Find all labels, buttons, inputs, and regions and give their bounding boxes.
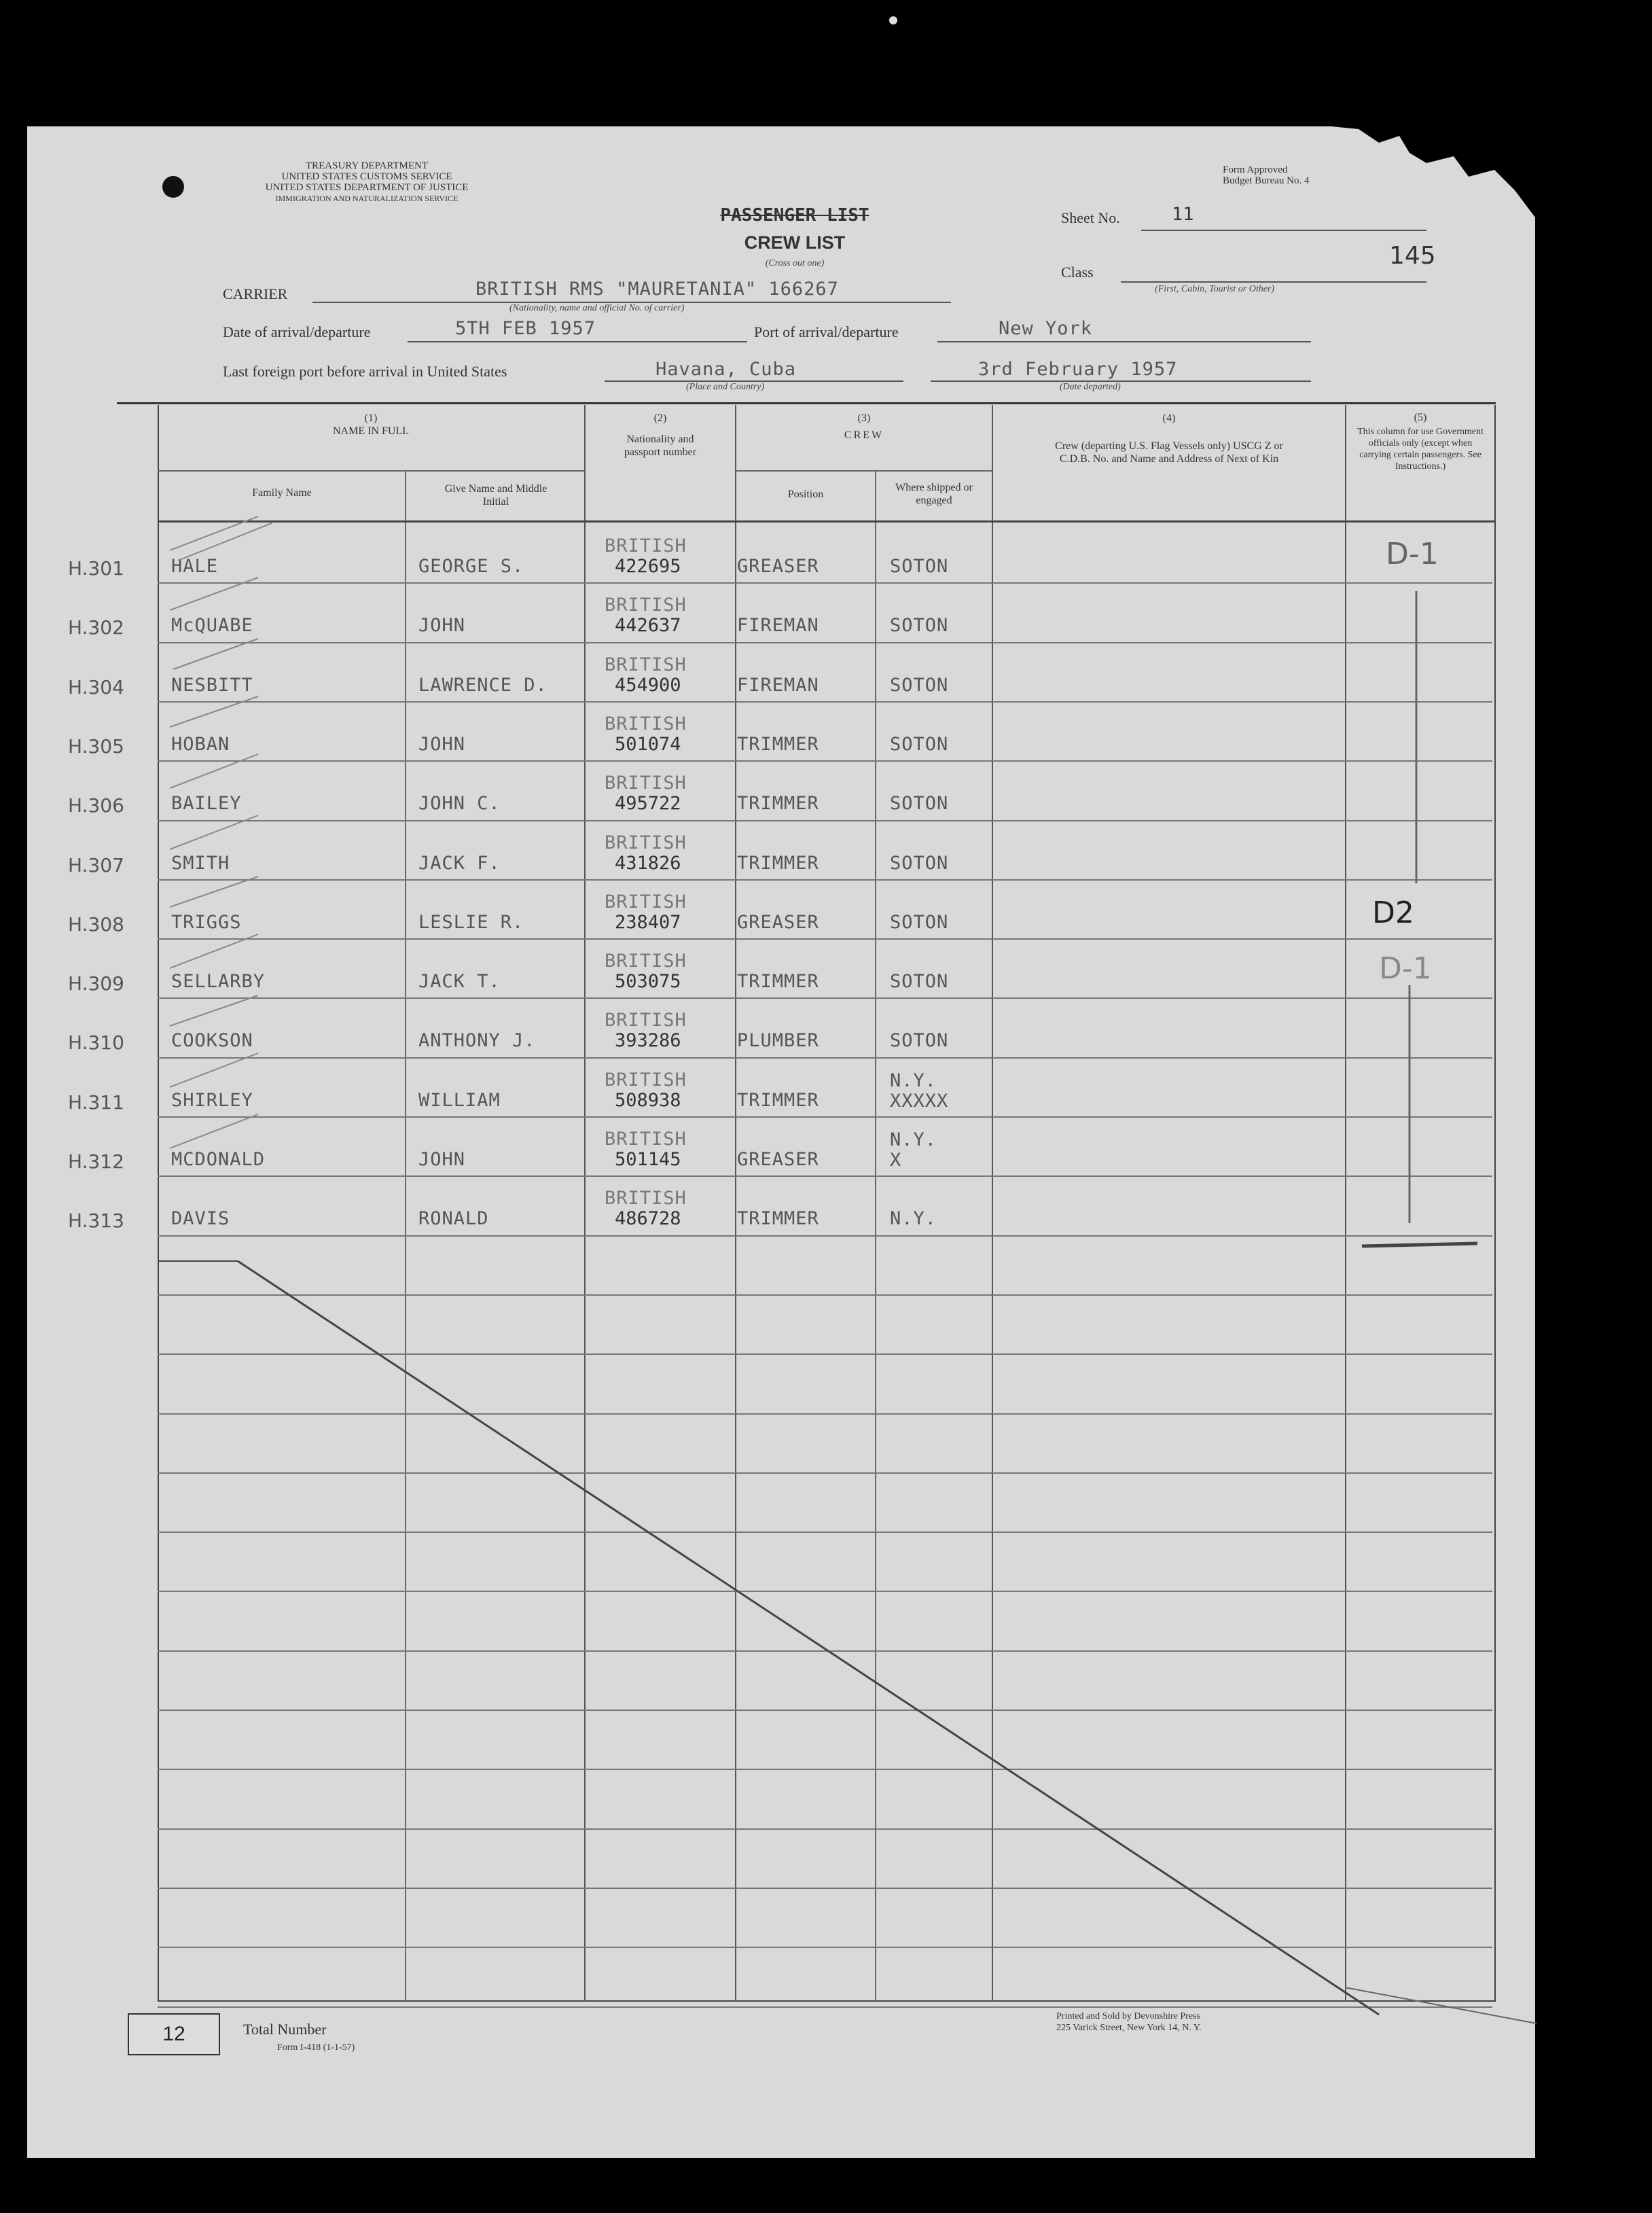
row-number: H.306	[68, 794, 124, 817]
stamp-number: 145	[1389, 242, 1436, 270]
total-count-box	[128, 2013, 220, 2055]
passenger-list-title: PASSENGER LIST	[720, 205, 869, 226]
agency-treasury: TREASURY DEPARTMENT	[305, 160, 429, 171]
cross-out-hint: (Cross out one)	[765, 258, 825, 268]
sheet-label: Sheet No.	[1061, 209, 1120, 226]
family-name-cell: COOKSON	[171, 1030, 253, 1051]
position-cell: GREASER	[737, 1149, 819, 1170]
date-departed-value: 3rd February 1957	[978, 359, 1178, 380]
col4-title: Crew (departing U.S. Flag Vessels only) USCG Z or C.D.B. No. and Name and Address of Next of Kin	[1055, 440, 1283, 465]
given-name-cell: JACK T.	[418, 971, 501, 992]
passport-cell: 503075	[615, 971, 681, 992]
shipped-header: Where shipped or engaged	[895, 482, 973, 506]
total-number-label: Total Number	[243, 2021, 327, 2038]
row-number: H.310	[68, 1031, 124, 1054]
shipped-cell: SOTON	[890, 734, 949, 755]
nationality-cell: BRITISH	[605, 1069, 687, 1091]
row-number: H.301	[68, 557, 124, 580]
nationality-cell: BRITISH	[605, 1129, 687, 1150]
col1-number: (1)	[364, 412, 378, 424]
class-hint: (First, Cabin, Tourist or Other)	[1155, 284, 1275, 294]
passport-cell: 442637	[615, 615, 681, 636]
position-cell: TRIMMER	[737, 1090, 819, 1111]
family-name-cell: HOBAN	[171, 734, 230, 755]
shipped-cell: SOTON	[890, 971, 949, 992]
family-name-cell: HALE	[171, 556, 219, 577]
total-count: 12	[162, 2023, 185, 2045]
position-cell: TRIMMER	[737, 853, 819, 874]
shipped-cell: SOTON	[890, 556, 949, 577]
position-cell: TRIMMER	[737, 971, 819, 992]
position-cell: TRIMMER	[737, 793, 819, 814]
shipped-cell: N.Y.	[890, 1208, 937, 1229]
nationality-cell: BRITISH	[605, 832, 687, 853]
family-name-cell: TRIGGS	[171, 912, 242, 933]
family-name-cell: SHIRLEY	[171, 1090, 253, 1111]
family-name-cell: McQUABE	[171, 615, 253, 636]
given-name-cell: LESLIE R.	[418, 912, 524, 933]
row-number: H.302	[68, 616, 124, 639]
class-label: Class	[1061, 264, 1094, 281]
position-cell: GREASER	[737, 912, 819, 933]
family-name-header: Family Name	[252, 487, 312, 499]
last-port-value: Havana, Cuba	[656, 359, 797, 380]
date-value: 5TH FEB 1957	[455, 318, 596, 339]
agency-ins: IMMIGRATION AND NATURALIZATION SERVICE	[275, 194, 459, 203]
col5-title: This column for use Government officials only (except when carrying certain passengers. See Instructions.)	[1357, 427, 1484, 472]
port-value: New York	[999, 318, 1093, 339]
position-cell: GREASER	[737, 556, 819, 577]
col1-title: NAME IN FULL	[333, 425, 409, 437]
printer-line-1: Printed and Sold by Devonshire Press	[1056, 2011, 1200, 2021]
row-number: H.313	[68, 1209, 124, 1232]
given-name-cell: LAWRENCE D.	[418, 675, 547, 696]
given-name-cell: JOHN	[418, 734, 466, 755]
given-name-cell: JOHN C.	[418, 793, 501, 814]
position-cell: FIREMAN	[737, 615, 819, 636]
given-name-cell: RONALD	[418, 1208, 489, 1229]
col3-number: (3)	[857, 412, 871, 424]
given-name-cell: JACK F.	[418, 853, 501, 874]
shipped-cell: N.Y. XXXXX	[890, 1070, 949, 1112]
given-name-cell: JOHN	[418, 615, 466, 636]
form-approved-text: Form Approved	[1223, 164, 1288, 175]
passport-cell: 501074	[615, 734, 681, 755]
family-name-cell: NESBITT	[171, 675, 253, 696]
shipped-cell: SOTON	[890, 853, 949, 874]
row-number: H.304	[68, 676, 124, 698]
nationality-cell: BRITISH	[605, 773, 687, 794]
nationality-cell: BRITISH	[605, 1188, 687, 1209]
row-number: H.307	[68, 854, 124, 877]
nationality-cell: BRITISH	[605, 951, 687, 972]
passport-cell: 501145	[615, 1149, 681, 1170]
agency-justice: UNITED STATES DEPARTMENT OF JUSTICE	[265, 182, 469, 193]
nationality-cell: BRITISH	[605, 1010, 687, 1031]
position-cell: FIREMAN	[737, 675, 819, 696]
col2-title: Nationality and passport number	[624, 433, 697, 458]
passport-cell: 238407	[615, 912, 681, 933]
row-number: H.305	[68, 735, 124, 758]
port-label: Port of arrival/departure	[754, 323, 899, 340]
annotation-d1: D-1	[1386, 537, 1439, 571]
family-name-cell: BAILEY	[171, 793, 242, 814]
col3-title: CREW	[844, 429, 884, 441]
passport-cell: 393286	[615, 1030, 681, 1051]
row-number: H.308	[68, 913, 124, 936]
passport-cell: 422695	[615, 556, 681, 577]
given-name-header: Give Name and Middle Initial	[444, 483, 547, 508]
carrier-label: CARRIER	[223, 285, 288, 302]
last-port-label: Last foreign port before arrival in United States	[223, 363, 507, 380]
family-name-cell: MCDONALD	[171, 1149, 266, 1170]
passport-cell: 508938	[615, 1090, 681, 1111]
nationality-cell: BRITISH	[605, 535, 687, 556]
passport-cell: 486728	[615, 1208, 681, 1229]
printer-line-2: 225 Varick Street, New York 14, N. Y.	[1056, 2023, 1202, 2033]
nationality-cell: BRITISH	[605, 654, 687, 675]
form-number: Form I-418 (1-1-57)	[277, 2042, 355, 2053]
sheet-number: 11	[1172, 204, 1194, 225]
annotation-d2: D2	[1372, 896, 1414, 930]
given-name-cell: GEORGE S.	[418, 556, 524, 577]
carrier-value: BRITISH RMS "MAURETANIA" 166267	[475, 279, 839, 300]
col5-number: (5)	[1414, 412, 1427, 423]
nationality-cell: BRITISH	[605, 891, 687, 913]
shipped-cell: SOTON	[890, 1030, 949, 1051]
position-header: Position	[787, 489, 824, 500]
row-number: H.311	[68, 1091, 124, 1114]
passport-cell: 454900	[615, 675, 681, 696]
family-name-cell: DAVIS	[171, 1208, 230, 1229]
nationality-cell: BRITISH	[605, 713, 687, 734]
given-name-cell: ANTHONY J.	[418, 1030, 536, 1051]
row-number: H.309	[68, 972, 124, 995]
passport-cell: 495722	[615, 793, 681, 814]
passport-cell: 431826	[615, 853, 681, 874]
agency-customs: UNITED STATES CUSTOMS SERVICE	[281, 171, 452, 182]
date-label: Date of arrival/departure	[223, 323, 371, 340]
given-name-cell: JOHN	[418, 1149, 466, 1170]
shipped-cell: SOTON	[890, 615, 949, 636]
col2-number: (2)	[653, 412, 667, 424]
shipped-cell: SOTON	[890, 675, 949, 696]
annotation-d1-second: D-1	[1379, 951, 1432, 986]
position-cell: TRIMMER	[737, 1208, 819, 1229]
col4-number: (4)	[1162, 412, 1176, 424]
family-name-cell: SMITH	[171, 853, 230, 874]
crew-list-title: CREW LIST	[744, 232, 846, 253]
last-port-hint: (Place and Country)	[686, 382, 765, 392]
family-name-cell: SELLARBY	[171, 971, 266, 992]
shipped-cell: N.Y. X	[890, 1129, 937, 1171]
given-name-cell: WILLIAM	[418, 1090, 501, 1111]
carrier-hint: (Nationality, name and official No. of carrier)	[509, 303, 685, 313]
date-departed-hint: (Date departed)	[1060, 382, 1121, 392]
shipped-cell: SOTON	[890, 912, 949, 933]
budget-bureau-text: Budget Bureau No. 4	[1223, 175, 1310, 186]
row-number: H.312	[68, 1150, 124, 1173]
shipped-cell: SOTON	[890, 793, 949, 814]
nationality-cell: BRITISH	[605, 595, 687, 616]
position-cell: PLUMBER	[737, 1030, 819, 1051]
position-cell: TRIMMER	[737, 734, 819, 755]
